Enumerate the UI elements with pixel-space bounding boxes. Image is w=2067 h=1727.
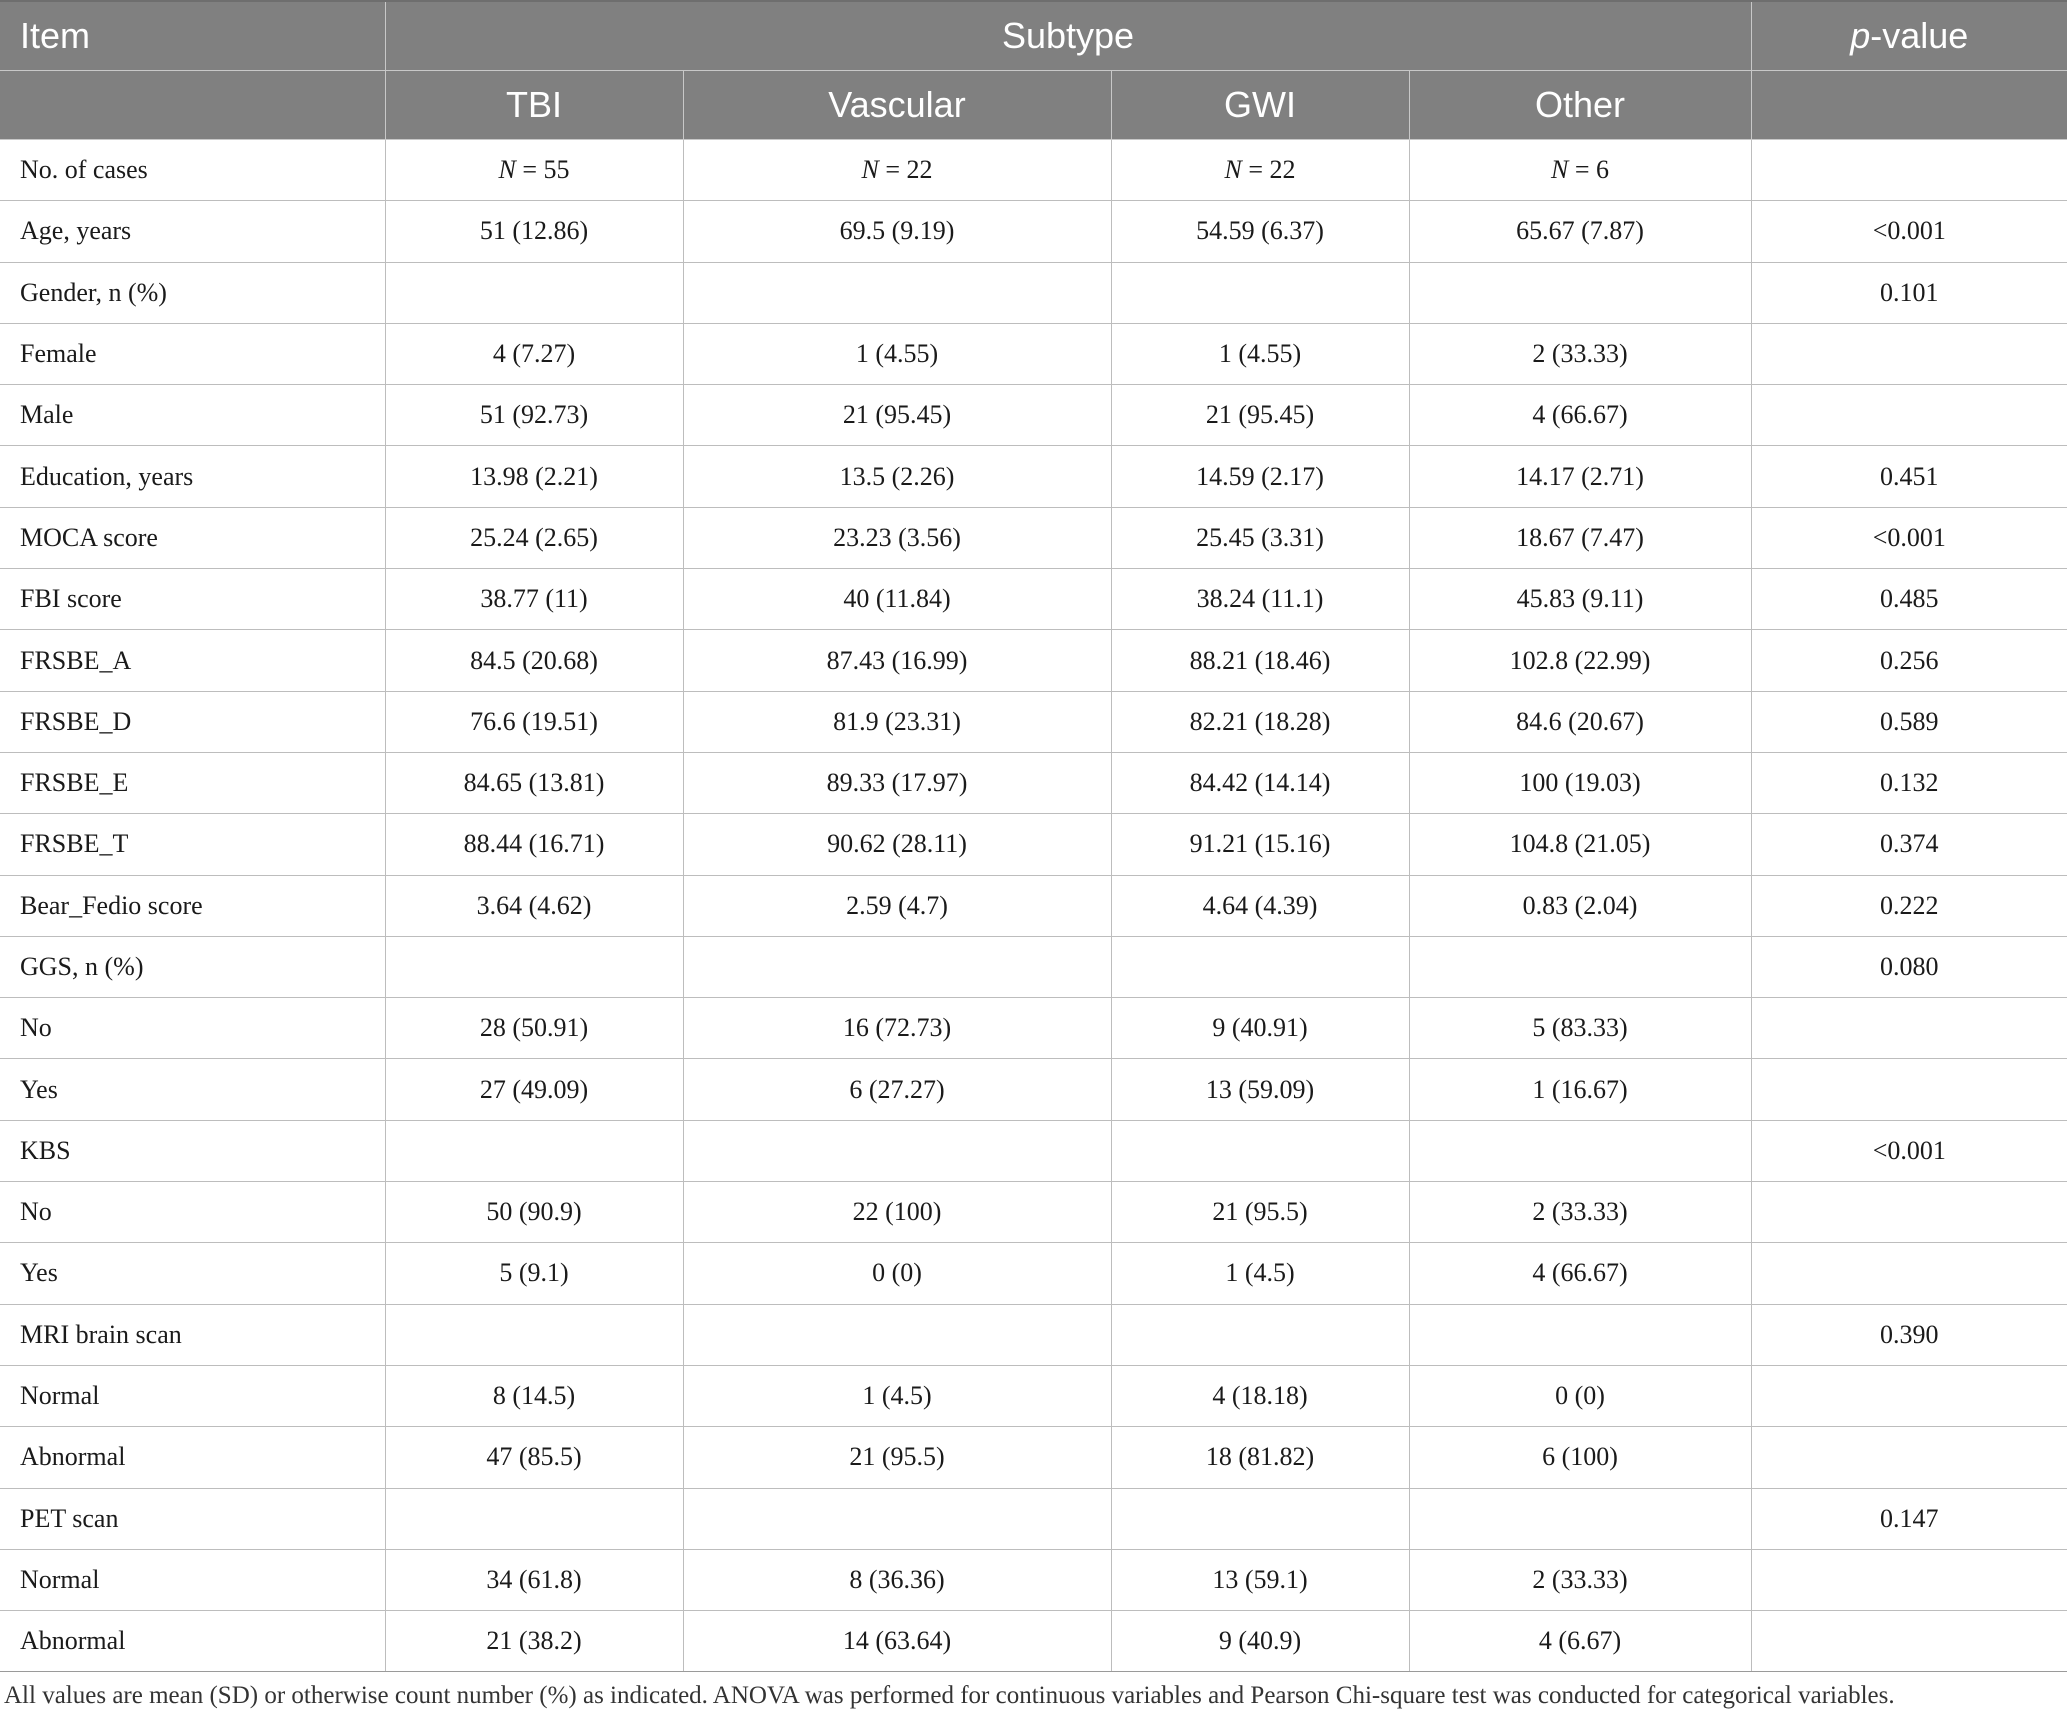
cell-gwi: 4 (18.18)	[1111, 1365, 1409, 1426]
cell-other	[1409, 1488, 1751, 1549]
table-row	[0, 140, 2067, 201]
cell-gwi: 18 (81.82)	[1111, 1427, 1409, 1488]
cell-other	[1409, 140, 1751, 201]
cell-vascular	[683, 140, 1111, 201]
cell-vascular: 22 (100)	[683, 1182, 1111, 1243]
row-label: FRSBE_E	[0, 752, 385, 813]
cell-vascular	[683, 1488, 1111, 1549]
cell-vascular: 16 (72.73)	[683, 998, 1111, 1059]
table-row	[0, 1243, 2067, 1304]
subtype-group-header: Subtype	[385, 1, 1751, 71]
cell-gwi: 38.24 (11.1)	[1111, 569, 1409, 630]
cell-tbi: 84.5 (20.68)	[385, 630, 683, 691]
cell-other: 104.8 (21.05)	[1409, 814, 1751, 875]
cell-other: 6 (100)	[1409, 1427, 1751, 1488]
table-row	[0, 201, 2067, 262]
table-footnote: All values are mean (SD) or otherwise count number (%) as indicated. ANOVA was performed for continuous variables and Pearson Chi-square test was conducted for categorical variables.	[4, 1682, 1895, 1710]
cell-tbi: 27 (49.09)	[385, 1059, 683, 1120]
table-row	[0, 630, 2067, 691]
cell-vascular: 23.23 (3.56)	[683, 507, 1111, 568]
header-row-1	[0, 1, 2067, 71]
cell-other: 100 (19.03)	[1409, 752, 1751, 813]
row-label: No	[0, 998, 385, 1059]
cell-vascular: 21 (95.45)	[683, 385, 1111, 446]
cell-pvalue: <0.001	[1751, 201, 2067, 262]
cell-gwi	[1111, 936, 1409, 997]
cell-pvalue: 0.222	[1751, 875, 2067, 936]
table-row	[0, 1488, 2067, 1549]
cell-other: 2 (33.33)	[1409, 1182, 1751, 1243]
cell-tbi: 88.44 (16.71)	[385, 814, 683, 875]
cell-vascular: 13.5 (2.26)	[683, 446, 1111, 507]
row-label: Abnormal	[0, 1611, 385, 1672]
cell-tbi: 51 (92.73)	[385, 385, 683, 446]
cell-gwi: 21 (95.5)	[1111, 1182, 1409, 1243]
cell-gwi: 54.59 (6.37)	[1111, 201, 1409, 262]
cell-tbi: 25.24 (2.65)	[385, 507, 683, 568]
cell-pvalue	[1751, 1427, 2067, 1488]
cell-vascular: 40 (11.84)	[683, 569, 1111, 630]
cell-other: 2 (33.33)	[1409, 1549, 1751, 1610]
cell-tbi: 50 (90.9)	[385, 1182, 683, 1243]
cell-vascular	[683, 1120, 1111, 1181]
cell-gwi	[1111, 1120, 1409, 1181]
table-row	[0, 1549, 2067, 1610]
cell-tbi	[385, 1304, 683, 1365]
cell-vascular: 81.9 (23.31)	[683, 691, 1111, 752]
n-symbol: N	[1224, 155, 1242, 185]
cell-pvalue	[1751, 1182, 2067, 1243]
cell-gwi: 4.64 (4.39)	[1111, 875, 1409, 936]
cell-tbi	[385, 936, 683, 997]
cell-pvalue: <0.001	[1751, 507, 2067, 568]
cell-pvalue: 0.256	[1751, 630, 2067, 691]
cell-pvalue: 0.080	[1751, 936, 2067, 997]
table-row	[0, 569, 2067, 630]
cell-vascular: 1 (4.55)	[683, 323, 1111, 384]
row-label: Yes	[0, 1059, 385, 1120]
row-label: Female	[0, 323, 385, 384]
cell-pvalue: 0.451	[1751, 446, 2067, 507]
row-label: FRSBE_T	[0, 814, 385, 875]
n-count: 22	[906, 155, 933, 185]
cell-other: 45.83 (9.11)	[1409, 569, 1751, 630]
table-row	[0, 1365, 2067, 1426]
cell-pvalue	[1751, 1365, 2067, 1426]
cell-tbi	[385, 1120, 683, 1181]
cell-gwi: 82.21 (18.28)	[1111, 691, 1409, 752]
cell-other: 102.8 (22.99)	[1409, 630, 1751, 691]
cell-other: 1 (16.67)	[1409, 1059, 1751, 1120]
cell-gwi	[1111, 140, 1409, 201]
cell-pvalue: 0.101	[1751, 262, 2067, 323]
cell-pvalue	[1751, 1059, 2067, 1120]
item-subheader-blank	[0, 71, 385, 140]
cell-pvalue: 0.132	[1751, 752, 2067, 813]
cell-vascular: 6 (27.27)	[683, 1059, 1111, 1120]
table-row	[0, 1182, 2067, 1243]
cell-other: 4 (6.67)	[1409, 1611, 1751, 1672]
cell-gwi	[1111, 262, 1409, 323]
cell-gwi: 88.21 (18.46)	[1111, 630, 1409, 691]
table-row	[0, 814, 2067, 875]
cell-tbi: 13.98 (2.21)	[385, 446, 683, 507]
cell-gwi: 13 (59.1)	[1111, 1549, 1409, 1610]
cell-vascular	[683, 262, 1111, 323]
cell-gwi: 21 (95.45)	[1111, 385, 1409, 446]
row-label: No. of cases	[0, 140, 385, 201]
n-equals: =	[878, 155, 907, 185]
cell-other: 0 (0)	[1409, 1365, 1751, 1426]
row-label: KBS	[0, 1120, 385, 1181]
cell-pvalue: 0.589	[1751, 691, 2067, 752]
table-row	[0, 262, 2067, 323]
cell-tbi: 38.77 (11)	[385, 569, 683, 630]
row-label: FBI score	[0, 569, 385, 630]
row-label: Yes	[0, 1243, 385, 1304]
subtype-header-tbi: TBI	[385, 71, 683, 140]
cell-pvalue: 0.390	[1751, 1304, 2067, 1365]
cell-gwi	[1111, 1304, 1409, 1365]
cell-vascular: 0 (0)	[683, 1243, 1111, 1304]
cell-other: 65.67 (7.87)	[1409, 201, 1751, 262]
cell-pvalue	[1751, 140, 2067, 201]
n-symbol: N	[498, 155, 516, 185]
cell-gwi: 14.59 (2.17)	[1111, 446, 1409, 507]
table-row	[0, 323, 2067, 384]
cell-pvalue: 0.485	[1751, 569, 2067, 630]
cell-tbi	[385, 1488, 683, 1549]
row-label: Age, years	[0, 201, 385, 262]
cell-other	[1409, 1120, 1751, 1181]
subtype-header-vascular: Vascular	[683, 71, 1111, 140]
row-label: PET scan	[0, 1488, 385, 1549]
cell-tbi: 28 (50.91)	[385, 998, 683, 1059]
cell-vascular: 14 (63.64)	[683, 1611, 1111, 1672]
cell-gwi: 1 (4.55)	[1111, 323, 1409, 384]
header-row-2	[0, 71, 2067, 140]
cell-tbi: 8 (14.5)	[385, 1365, 683, 1426]
row-label: Gender, n (%)	[0, 262, 385, 323]
row-label: No	[0, 1182, 385, 1243]
cell-tbi	[385, 140, 683, 201]
cell-vascular	[683, 1304, 1111, 1365]
cell-pvalue	[1751, 1549, 2067, 1610]
row-label: Male	[0, 385, 385, 446]
n-symbol: N	[861, 155, 879, 185]
table-row	[0, 446, 2067, 507]
cell-tbi: 51 (12.86)	[385, 201, 683, 262]
cell-other	[1409, 262, 1751, 323]
cell-pvalue: <0.001	[1751, 1120, 2067, 1181]
cell-vascular: 2.59 (4.7)	[683, 875, 1111, 936]
cell-gwi: 9 (40.9)	[1111, 1611, 1409, 1672]
row-label: GGS, n (%)	[0, 936, 385, 997]
pvalue-column-header	[1751, 1, 2067, 71]
pvalue-suffix: -value	[1870, 15, 1969, 56]
table-row	[0, 507, 2067, 568]
cell-pvalue: 0.147	[1751, 1488, 2067, 1549]
cell-other: 0.83 (2.04)	[1409, 875, 1751, 936]
table-row	[0, 752, 2067, 813]
subtype-header-gwi: GWI	[1111, 71, 1409, 140]
cell-pvalue	[1751, 1243, 2067, 1304]
n-symbol: N	[1551, 155, 1569, 185]
cell-gwi: 25.45 (3.31)	[1111, 507, 1409, 568]
cell-vascular	[683, 936, 1111, 997]
n-equals: =	[1568, 155, 1597, 185]
n-equals: =	[1241, 155, 1270, 185]
cell-tbi	[385, 262, 683, 323]
cell-tbi: 21 (38.2)	[385, 1611, 683, 1672]
cell-tbi: 76.6 (19.51)	[385, 691, 683, 752]
table-header	[0, 1, 2067, 140]
cell-vascular: 1 (4.5)	[683, 1365, 1111, 1426]
cell-gwi: 91.21 (15.16)	[1111, 814, 1409, 875]
row-label: Normal	[0, 1365, 385, 1426]
pvalue-subheader-blank	[1751, 71, 2067, 140]
row-label: Abnormal	[0, 1427, 385, 1488]
n-count: 22	[1269, 155, 1296, 185]
cell-pvalue: 0.374	[1751, 814, 2067, 875]
n-count: 55	[543, 155, 570, 185]
cell-other	[1409, 1304, 1751, 1365]
n-equals: =	[515, 155, 544, 185]
cell-tbi: 5 (9.1)	[385, 1243, 683, 1304]
table-row	[0, 691, 2067, 752]
cell-vascular: 89.33 (17.97)	[683, 752, 1111, 813]
row-label: Bear_Fedio score	[0, 875, 385, 936]
cell-other: 2 (33.33)	[1409, 323, 1751, 384]
cell-pvalue	[1751, 998, 2067, 1059]
cell-pvalue	[1751, 323, 2067, 384]
table-row	[0, 998, 2067, 1059]
cell-tbi: 4 (7.27)	[385, 323, 683, 384]
subtype-header-other: Other	[1409, 71, 1751, 140]
cell-gwi: 13 (59.09)	[1111, 1059, 1409, 1120]
cell-other: 4 (66.67)	[1409, 385, 1751, 446]
table-row	[0, 875, 2067, 936]
table-row	[0, 1611, 2067, 1672]
cell-other: 5 (83.33)	[1409, 998, 1751, 1059]
cell-gwi: 84.42 (14.14)	[1111, 752, 1409, 813]
cell-vascular: 90.62 (28.11)	[683, 814, 1111, 875]
cell-vascular: 87.43 (16.99)	[683, 630, 1111, 691]
table-row	[0, 1427, 2067, 1488]
row-label: MRI brain scan	[0, 1304, 385, 1365]
cell-vascular: 8 (36.36)	[683, 1549, 1111, 1610]
table-body	[0, 140, 2067, 1672]
row-label: MOCA score	[0, 507, 385, 568]
cell-tbi: 34 (61.8)	[385, 1549, 683, 1610]
row-label: FRSBE_D	[0, 691, 385, 752]
cell-tbi: 84.65 (13.81)	[385, 752, 683, 813]
pvalue-p-letter: p	[1850, 15, 1871, 56]
table-row	[0, 1304, 2067, 1365]
cell-vascular: 69.5 (9.19)	[683, 201, 1111, 262]
cell-pvalue	[1751, 385, 2067, 446]
row-label: FRSBE_A	[0, 630, 385, 691]
cell-gwi: 9 (40.91)	[1111, 998, 1409, 1059]
cell-gwi: 1 (4.5)	[1111, 1243, 1409, 1304]
table-row	[0, 1120, 2067, 1181]
cell-vascular: 21 (95.5)	[683, 1427, 1111, 1488]
n-count: 6	[1596, 155, 1610, 185]
cell-other: 4 (66.67)	[1409, 1243, 1751, 1304]
cell-pvalue	[1751, 1611, 2067, 1672]
cell-tbi: 3.64 (4.62)	[385, 875, 683, 936]
table-row	[0, 1059, 2067, 1120]
cell-other: 84.6 (20.67)	[1409, 691, 1751, 752]
cell-tbi: 47 (85.5)	[385, 1427, 683, 1488]
row-label: Education, years	[0, 446, 385, 507]
table-row	[0, 385, 2067, 446]
cell-gwi	[1111, 1488, 1409, 1549]
cell-other	[1409, 936, 1751, 997]
table-row	[0, 936, 2067, 997]
row-label: Normal	[0, 1549, 385, 1610]
cell-other: 14.17 (2.71)	[1409, 446, 1751, 507]
cell-other: 18.67 (7.47)	[1409, 507, 1751, 568]
item-column-header: Item	[0, 1, 385, 71]
